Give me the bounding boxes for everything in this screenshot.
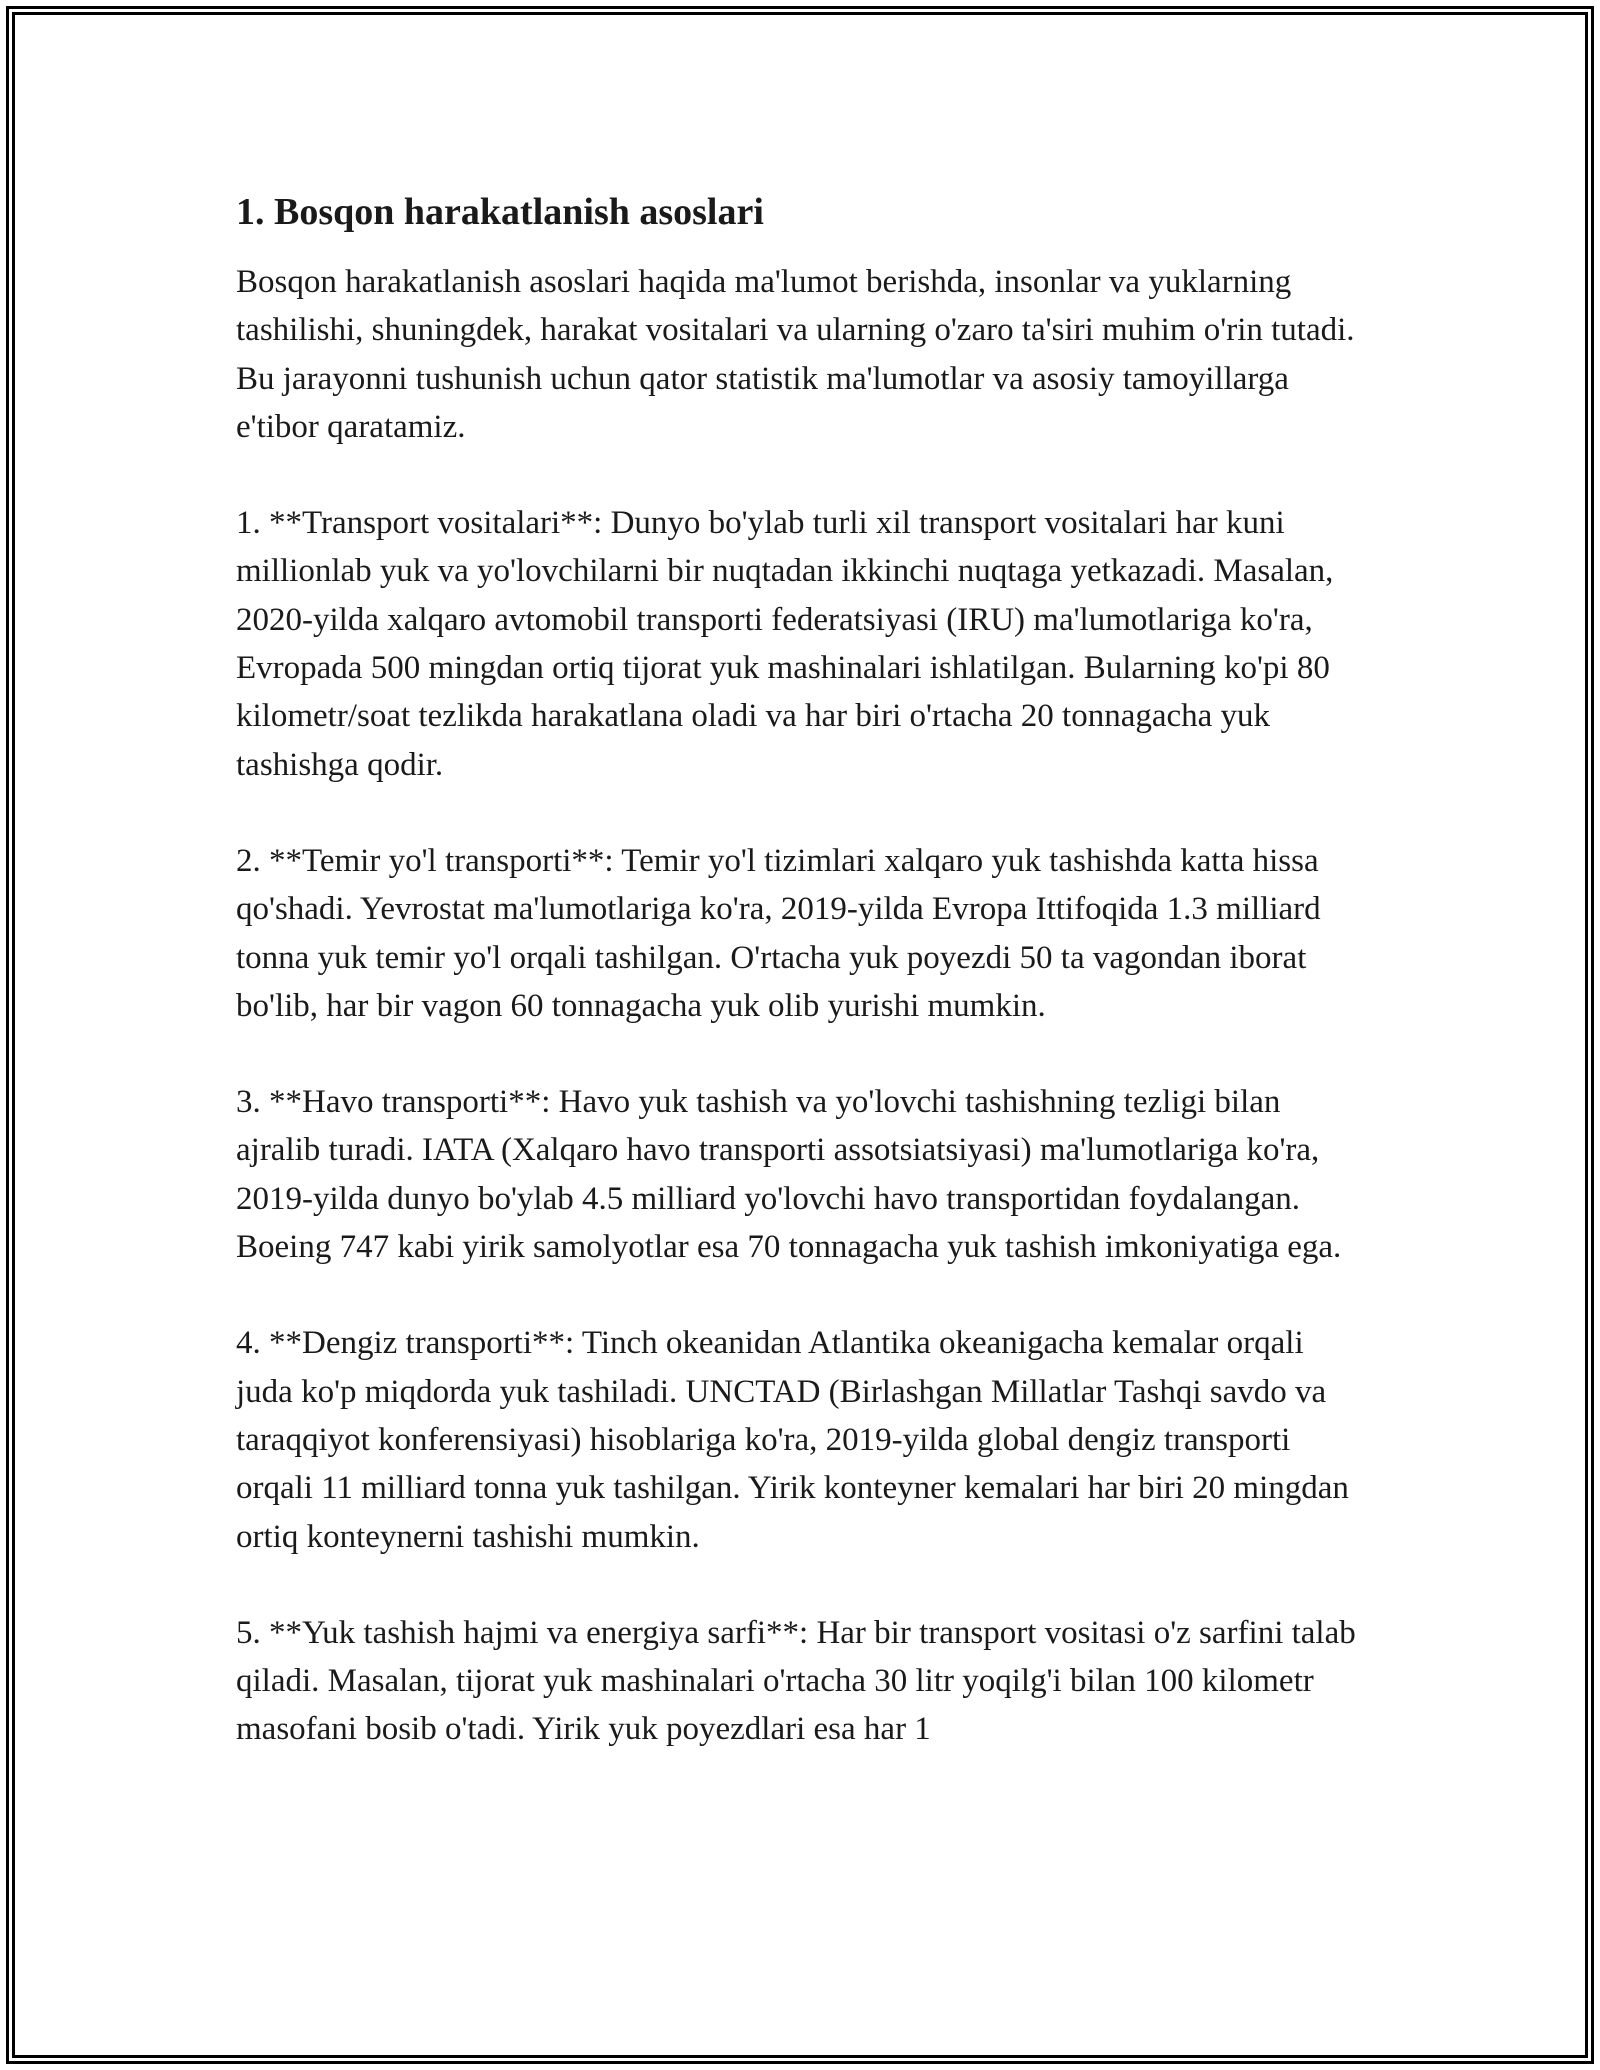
paragraph-sea-transport: 4. **Dengiz transporti**: Tinch okeanidan Atlantika okeanigacha kemalar orqali juda ko'p miqdorda yuk tashiladi. UNCTAD (Birlashgan Millatlar Tashqi savdo va taraqqiyot konferensiyasi) hisoblariga ko'ra, 2019-yilda global dengiz transporti orqali 11 milliard tonna yuk tashilgan. Yirik konteyner kemalari har biri 20 mingdan ortiq konteynerni tashishi mumkin. bbox=[236, 1325, 1349, 1555]
section-heading: 1. Bosqon harakatlanish asoslari bbox=[236, 191, 764, 233]
paragraph-rail-transport: 2. **Temir yo'l transporti**: Temir yo'l tizimlari xalqaro yuk tashishda katta hissa qo'shadi. Yevrostat ma'lumotlariga ko'ra, 2019-yilda Evropa Ittifoqida 1.3 milliard tonna yuk temir yo'l orqali tashilgan. O'rtacha yuk poyezdi 50 ta vagondan iborat bo'lib, har bir vagon 60 tonnagacha yuk olib yurishi mumkin. bbox=[236, 842, 1321, 1024]
paragraph-cargo-energy: 5. **Yuk tashish hajmi va energiya sarfi**: Har bir transport vositasi o'z sarfini talab qiladi. Masalan, tijorat yuk mashinalari o'rtacha 30 litr yoqilg'i bilan 100 kilometr masofani bosib o'tadi. Yirik yuk poyezdlari esa har 1 bbox=[236, 1614, 1356, 1748]
paragraph-air-transport: 3. **Havo transporti**: Havo yuk tashish va yo'lovchi tashishning tezligi bilan ajralib turadi. IATA (Xalqaro havo transporti assotsiatsiyasi) ma'lumotlariga ko'ra, 2019-yilda dunyo bo'ylab 4.5 milliard yo'lovchi havo transportidan foydalangan. Boeing 747 kabi yirik samolyotlar esa 70 tonnagacha yuk tashish imkoniyatiga ega. bbox=[236, 1084, 1342, 1266]
paragraph-transport-vehicles: 1. **Transport vositalari**: Dunyo bo'ylab turli xil transport vositalari har kuni millionlab yuk va yo'lovchilarni bir nuqtadan ikkinchi nuqtaga yetkazadi. Masalan, 2020-yilda xalqaro avtomobil transporti federatsiyasi (IRU) ma'lumotlariga ko'ra, Evropada 500 mingdan ortiq tijorat yuk mashinalari ishlatilgan. Bularning ko'pi 80 kilometr/soat tezlikda harakatlana oladi va har biri o'rtacha 20 tonnagacha yuk tashishga qodir. bbox=[236, 505, 1334, 783]
paragraph-intro: Bosqon harakatlanish asoslari haqida ma'lumot berishda, insonlar va yuklarning tashilishi, shuningdek, harakat vositalari va ularning o'zaro ta'siri muhim o'rin tutadi. Bu jarayonni tushunish uchun qator statistik ma'lumotlar va asosiy tamoyillarga e'tibor qaratamiz. bbox=[236, 264, 1355, 445]
document-body bbox=[236, 188, 1366, 1802]
